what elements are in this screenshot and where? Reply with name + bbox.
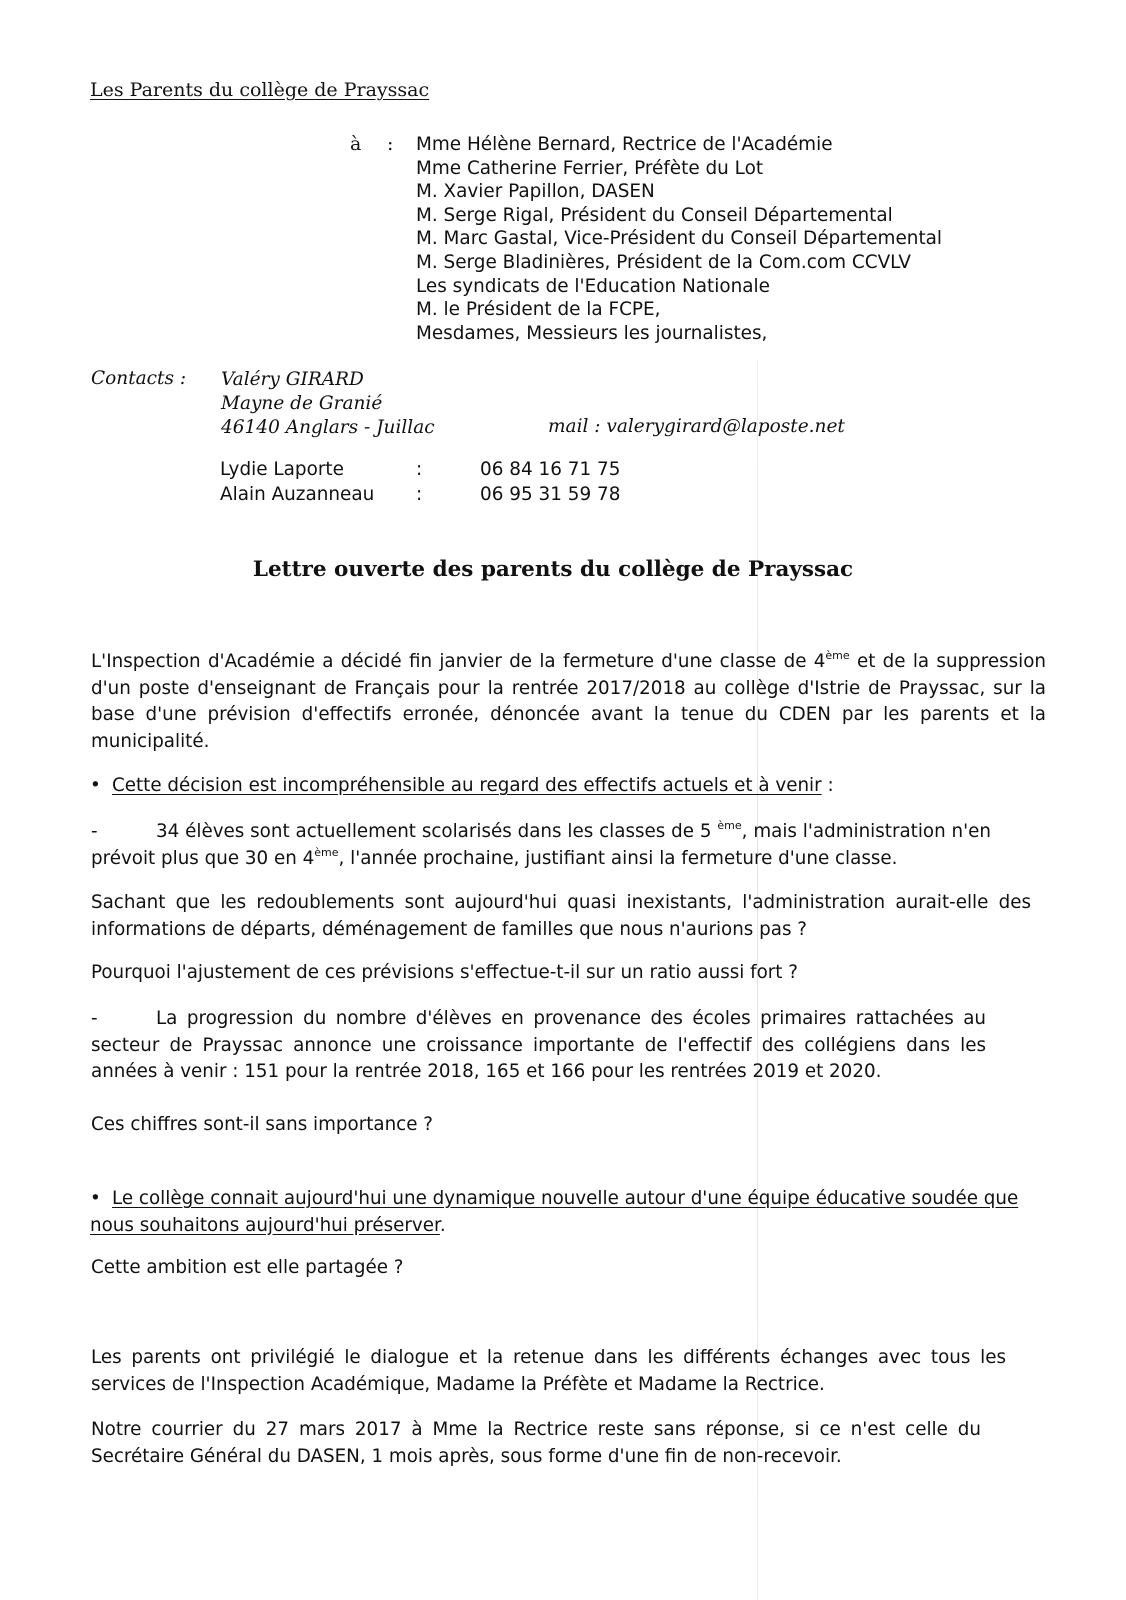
recipient-item: M. Marc Gastal, Vice-Président du Conseil Départemental — [416, 228, 943, 250]
recipient-item: M. le Président de la FCPE, — [416, 299, 661, 321]
superscript: ème — [717, 819, 742, 832]
effectifs-text-c: , l'année prochaine, justifiant ainsi la fermeture d'une classe. — [338, 847, 898, 869]
chiffres-text: Ces chiffres sont-il sans importance ? — [91, 1114, 433, 1135]
bullet-2-text: Le collège connait aujourd'hui une dynamique nouvelle autour d'une équipe éducative soudée que nous souhaitons aujourd'hui préserver — [90, 1188, 1019, 1236]
recipient-item: Mesdames, Messieurs les journalistes, — [416, 322, 768, 344]
recipient-prefix: à — [350, 133, 362, 155]
courrier-text: Notre courrier du 27 mars 2017 à Mme la Rectrice reste sans réponse, si ce n'est celle du Secrétaire Général du DASEN, 1 mois après, sous forme d'une fin de non-recevoir. — [91, 1419, 981, 1467]
contact-address-line2: 46140 Anglars - Juillac — [221, 417, 435, 438]
phone-colon: : — [416, 459, 423, 480]
redoublements-text: Sachant que les redoublements sont aujourd'hui quasi inexistants, l'administration aurait-elle des informations de départs, déménagement de familles que nous n'aurions pas ? — [91, 892, 1031, 940]
paragraph-redoublements — [91, 890, 1031, 943]
paragraph-intro — [91, 649, 1046, 755]
paragraph-ambition — [91, 1255, 1046, 1282]
progression-text: La progression du nombre d'élèves en provenance des écoles primaires rattachées au secteur de Prayssac annonce une croissance importante de l'effectif des collégiens dans les années à venir : 151 pour la rentrée 2018, 165 et 166 pour les rentrées 2019 et 2020. — [91, 1008, 986, 1082]
contact-name: Valéry GIRARD — [221, 369, 364, 390]
recipient-item: Mme Hélène Bernard, Rectrice de l'Académie — [416, 134, 833, 155]
dialogue-text: Les parents ont privilégié le dialogue et la retenue dans les différents échanges avec tous les services de l'Inspection Académique, Madame la Préfète et Madame la Rectrice. — [91, 1347, 1006, 1395]
phone-contact-name: Lydie Laporte — [220, 459, 344, 480]
bullet-symbol: • — [90, 775, 101, 796]
recipient-item: M. Serge Bladinières, Président de la Com.com CCVLV — [416, 251, 911, 273]
bullet-symbol: • — [90, 1188, 101, 1209]
intro-text-b: et de la suppression d'un poste d'enseignant de Français pour la rentrée 2017/2018 au collège d'Istrie de Prayssac, sur la base d'une prévision d'effectifs erronée, dénoncée avant la tenue du CDEN par les parents et la municipalité. — [91, 651, 1046, 752]
paragraph-ratio — [91, 960, 1046, 987]
bullet-2-tail: . — [439, 1214, 446, 1236]
phone-number: 06 84 16 71 75 — [480, 459, 621, 480]
contact-address-line1: Mayne de Granié — [221, 393, 383, 414]
paragraph-dialogue — [91, 1345, 1006, 1398]
sender-heading: Les Parents du collège de Prayssac — [90, 79, 430, 101]
dash-marker: - — [91, 1008, 98, 1029]
contacts-label: Contacts : — [91, 368, 187, 389]
bullet-point-2 — [90, 1186, 1040, 1239]
superscript: ème — [825, 649, 850, 662]
phone-number: 06 95 31 59 78 — [480, 483, 621, 505]
ratio-text: Pourquoi l'ajustement de ces prévisions s'effectue-t-il sur un ratio aussi fort ? — [91, 962, 798, 983]
bullet-1-text: Cette décision est incompréhensible au regard des effectifs actuels et à venir — [112, 775, 822, 796]
recipient-item: Mme Catherine Ferrier, Préfète du Lot — [416, 157, 764, 179]
paragraph-chiffres — [91, 1112, 1046, 1139]
phone-contact-name: Alain Auzanneau — [220, 483, 375, 505]
recipient-item: M. Serge Rigal, Président du Conseil Départemental — [416, 204, 893, 226]
recipient-item: M. Xavier Papillon, DASEN — [416, 181, 655, 203]
recipient-list — [416, 133, 942, 345]
intro-text-a: L'Inspection d'Académie a décidé fin janvier de la fermeture d'une classe de 4 — [91, 651, 826, 672]
recipient-colon: : — [387, 133, 394, 155]
ambition-text: Cette ambition est elle partagée ? — [91, 1257, 404, 1278]
bullet-1-tail: : — [821, 775, 834, 796]
paragraph-courrier — [91, 1417, 981, 1470]
contact-address — [221, 368, 435, 440]
contact-email: mail : valerygirard@laposte.net — [548, 416, 845, 437]
letter-title: Lettre ouverte des parents du collège de Prayssac — [252, 557, 854, 582]
phone-colon: : — [416, 483, 423, 505]
recipient-item: Les syndicats de l'Education Nationale — [416, 275, 770, 297]
effectifs-text-b: , mais l'administration n'en prévoit plus que 30 en 4 — [91, 821, 992, 869]
bullet-point-1 — [90, 773, 1045, 800]
dash-marker: - — [91, 821, 98, 842]
effectifs-text-a: 34 élèves sont actuellement scolarisés dans les classes de 5 — [156, 821, 712, 842]
superscript: ème — [314, 845, 339, 859]
paragraph-progression — [91, 1006, 986, 1086]
paragraph-effectifs — [91, 819, 991, 872]
